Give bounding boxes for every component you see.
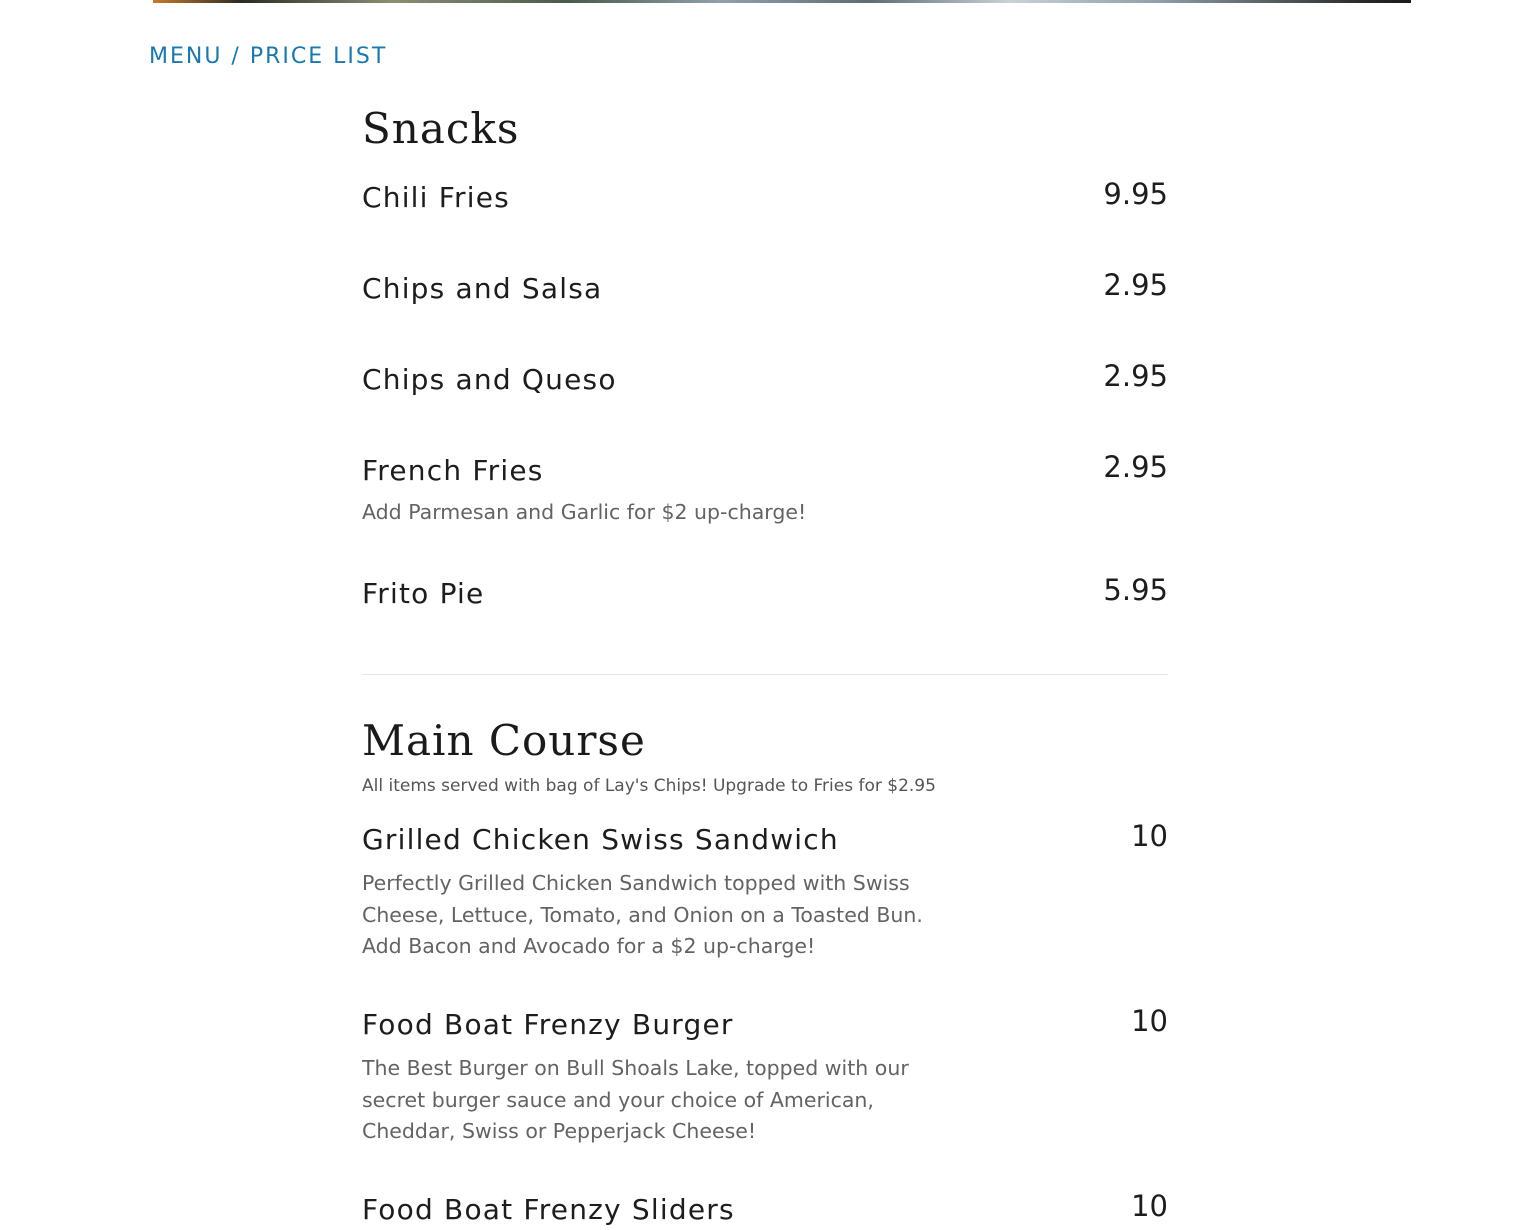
menu-item: [362, 451, 1168, 533]
item-description: Perfectly Grilled Chicken Sandwich topped with Swiss Cheese, Lettuce, Tomato, and Onion on a Toasted Bun. Add Bacon and Avocado for a $2 up-charge!: [362, 871, 923, 958]
item-name: Food Boat Frenzy Sliders: [362, 1193, 735, 1226]
menu-item: [362, 820, 1168, 963]
item-description: Add Parmesan and Garlic for $2 up-charge!: [362, 500, 807, 524]
item-name: French Fries: [362, 454, 544, 487]
section-divider: [362, 674, 1168, 675]
item-price: 10: [1131, 1189, 1168, 1223]
item-name: Food Boat Frenzy Burger: [362, 1008, 734, 1041]
item-price: 2.95: [1103, 450, 1168, 484]
item-name: Grilled Chicken Swiss Sandwich: [362, 823, 839, 856]
section-title: Snacks: [362, 104, 520, 153]
menu-section-main-course: [362, 716, 1168, 1226]
item-name: Frito Pie: [362, 577, 485, 610]
item-description: The Best Burger on Bull Shoals Lake, topped with our secret burger sauce and your choice of American, Cheddar, Swiss or Pepperjack Cheese!: [362, 1056, 909, 1143]
section-title: Main Course: [362, 716, 646, 765]
menu-item: [362, 574, 1168, 614]
menu-item: [362, 178, 1168, 218]
menu-section-snacks: [362, 104, 1168, 610]
menu-item: [362, 1190, 1168, 1230]
item-price: 10: [1131, 1004, 1168, 1038]
item-price: 10: [1131, 819, 1168, 853]
item-name: Chips and Queso: [362, 363, 617, 396]
item-price: 9.95: [1103, 177, 1168, 211]
menu-item: [362, 360, 1168, 400]
breadcrumb: MENU / PRICE LIST: [149, 44, 388, 69]
item-price: 2.95: [1103, 268, 1168, 302]
item-price: 5.95: [1103, 573, 1168, 607]
menu-item: [362, 1005, 1168, 1148]
section-note: All items served with bag of Lay's Chips! Upgrade to Fries for $2.95: [362, 776, 936, 796]
hero-image-strip: [153, 0, 1411, 3]
item-name: Chili Fries: [362, 181, 510, 214]
item-price: 2.95: [1103, 359, 1168, 393]
menu-item: [362, 269, 1168, 309]
item-name: Chips and Salsa: [362, 272, 603, 305]
